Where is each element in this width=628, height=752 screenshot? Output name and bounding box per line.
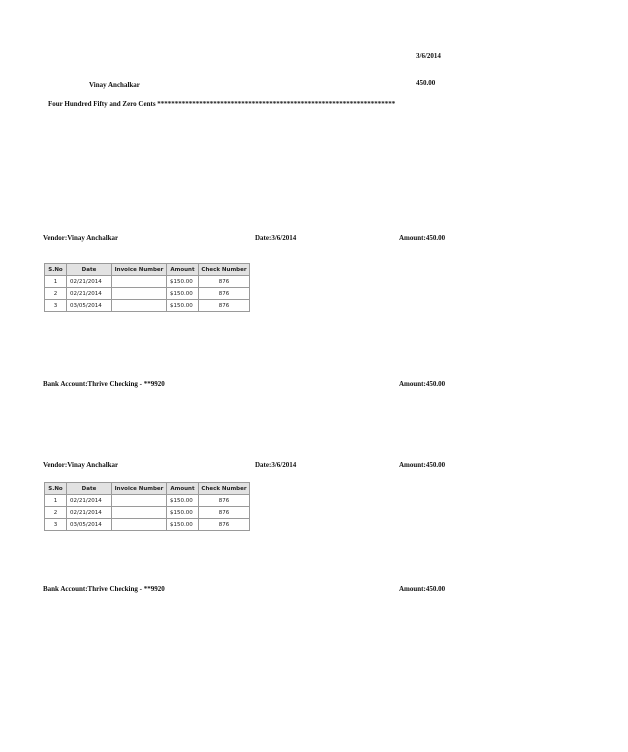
stub1-bank-account: Bank Account:Thrive Checking - **9920 — [43, 380, 165, 388]
cell-amount: $150.00 — [167, 507, 199, 519]
cell-check-number: 876 — [199, 495, 250, 507]
cell-date: 02/21/2014 — [67, 288, 112, 300]
cell-sno: 2 — [45, 288, 67, 300]
col-header-date: Date — [67, 264, 112, 276]
table-row — [45, 519, 250, 531]
cell-sno: 3 — [45, 519, 67, 531]
cell-check-number: 876 — [199, 519, 250, 531]
col-header-amount: Amount — [167, 264, 199, 276]
check-amount-words: Four Hundred Fifty and Zero Cents ******************************************************************** — [48, 100, 396, 108]
cell-sno: 3 — [45, 300, 67, 312]
cell-date: 02/21/2014 — [67, 276, 112, 288]
table-header-row — [45, 264, 250, 276]
stub1-vendor: Vendor:Vinay Anchalkar — [43, 234, 119, 242]
stub2-date: Date:3/6/2014 — [255, 461, 297, 469]
cell-check-number: 876 — [199, 276, 250, 288]
cell-date: 02/21/2014 — [67, 507, 112, 519]
table-row — [45, 495, 250, 507]
cell-invoice-number — [112, 300, 167, 312]
cell-amount: $150.00 — [167, 495, 199, 507]
cell-amount: $150.00 — [167, 300, 199, 312]
cell-invoice-number — [112, 507, 167, 519]
cell-invoice-number — [112, 519, 167, 531]
table-row — [45, 507, 250, 519]
col-header-date: Date — [67, 483, 112, 495]
cell-check-number: 876 — [199, 507, 250, 519]
cell-invoice-number — [112, 276, 167, 288]
stub2-bank-amount: Amount:450.00 — [399, 585, 446, 593]
cell-amount: $150.00 — [167, 288, 199, 300]
cell-invoice-number — [112, 288, 167, 300]
cell-amount: $150.00 — [167, 519, 199, 531]
cell-sno: 1 — [45, 276, 67, 288]
stub2-vendor: Vendor:Vinay Anchalkar — [43, 461, 119, 469]
cell-sno: 2 — [45, 507, 67, 519]
stub1-invoice-table — [44, 263, 250, 312]
col-header-amount: Amount — [167, 483, 199, 495]
check-payee: Vinay Anchalkar — [89, 81, 140, 89]
col-header-check-number: Check Number — [199, 264, 250, 276]
cell-sno: 1 — [45, 495, 67, 507]
cell-check-number: 876 — [199, 300, 250, 312]
col-header-sno: S.No — [45, 264, 67, 276]
cell-invoice-number — [112, 495, 167, 507]
stub1-date: Date:3/6/2014 — [255, 234, 297, 242]
cell-date: 03/05/2014 — [67, 300, 112, 312]
table-header-row — [45, 483, 250, 495]
table-row — [45, 288, 250, 300]
col-header-invoice-number: Invoice Number — [112, 483, 167, 495]
col-header-invoice-number: Invoice Number — [112, 264, 167, 276]
col-header-check-number: Check Number — [199, 483, 250, 495]
cell-check-number: 876 — [199, 288, 250, 300]
stub1-bank-amount: Amount:450.00 — [399, 380, 446, 388]
cell-amount: $150.00 — [167, 276, 199, 288]
stub1-amount: Amount:450.00 — [399, 234, 446, 242]
table-row — [45, 300, 250, 312]
check-amount: 450.00 — [416, 79, 436, 87]
col-header-sno: S.No — [45, 483, 67, 495]
stub2-amount: Amount:450.00 — [399, 461, 446, 469]
table-row — [45, 276, 250, 288]
cell-date: 03/05/2014 — [67, 519, 112, 531]
stub2-bank-account: Bank Account:Thrive Checking - **9920 — [43, 585, 165, 593]
check-date: 3/6/2014 — [416, 52, 441, 60]
cell-date: 02/21/2014 — [67, 495, 112, 507]
stub2-invoice-table — [44, 482, 250, 531]
